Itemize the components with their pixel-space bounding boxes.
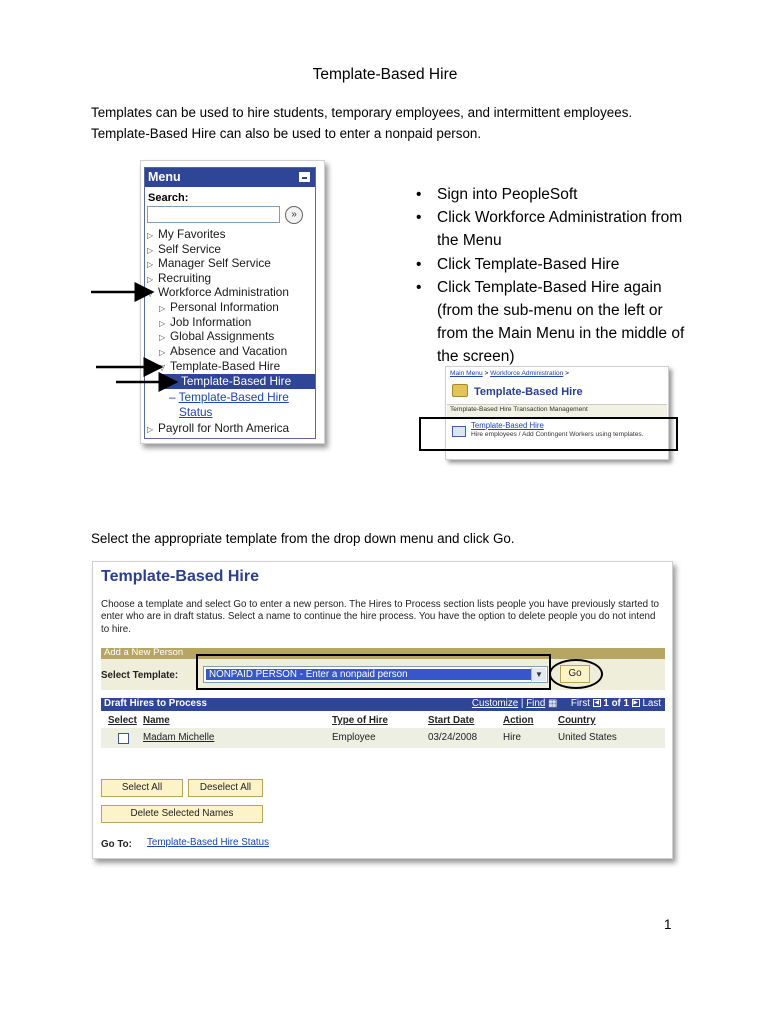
intro-line-2: Template-Based Hire can also be used to enter a nonpaid person. bbox=[91, 126, 482, 141]
menu-item-template-based-hire[interactable]: ▽ Template-Based Hire bbox=[159, 359, 281, 373]
small-subtitle: Template-Based Hire Transaction Management bbox=[450, 406, 588, 413]
expand-triangle-icon: ▷ bbox=[159, 319, 166, 328]
instruction-item: • Click Workforce Administration from the Menu bbox=[406, 206, 696, 252]
last-link[interactable]: Last bbox=[642, 698, 661, 709]
page-title: Template-Based Hire bbox=[101, 568, 259, 585]
search-go-icon[interactable]: » bbox=[285, 206, 303, 224]
column-header-country[interactable]: Country bbox=[558, 715, 596, 726]
select-all-button[interactable]: Select All bbox=[101, 779, 183, 797]
next-icon[interactable]: ▶ bbox=[633, 700, 639, 707]
column-header-action[interactable]: Action bbox=[503, 715, 534, 726]
menu-item-workforce-administration[interactable]: ▽ Workforce Administration bbox=[147, 285, 289, 299]
column-header-type-of-hire[interactable]: Type of Hire bbox=[332, 715, 388, 726]
column-header-select[interactable]: Select bbox=[108, 715, 137, 726]
intro-line-1: Templates can be used to hire students, temporary employees, and intermittent employees. bbox=[91, 105, 633, 120]
find-link[interactable]: Find bbox=[526, 698, 546, 709]
menu-item-status-continuation[interactable]: Status bbox=[179, 405, 213, 419]
small-page-title: Template-Based Hire bbox=[474, 386, 583, 398]
instruction-item: • Sign into PeopleSoft bbox=[406, 183, 696, 206]
instruction-item: • Click Template-Based Hire bbox=[406, 253, 696, 276]
expand-triangle-icon: ▷ bbox=[147, 260, 154, 269]
menu-header-label: Menu bbox=[148, 170, 181, 184]
expand-triangle-icon: ▷ bbox=[159, 304, 166, 313]
menu-item-manager-self-service[interactable]: ▷ Manager Self Service bbox=[147, 256, 271, 270]
deselect-all-button[interactable]: Deselect All bbox=[188, 779, 263, 797]
link-description: Hire employees / Add Contingent Workers using templates. bbox=[471, 431, 644, 438]
menu-subitem-global-assignments[interactable]: ▷ Global Assignments bbox=[159, 329, 275, 343]
menu-item-template-based-hire-selected[interactable]: Template-Based Hire bbox=[159, 374, 315, 389]
country-cell: United States bbox=[558, 732, 617, 743]
page-description: Choose a template and select Go to enter a new person. The Hires to Process section lists people you have previously started to enter who are in draft status. Select a name to continue the hire process. You have the option to delete people you do not intend to hire. bbox=[101, 599, 660, 635]
column-header-start-date[interactable]: Start Date bbox=[428, 715, 475, 726]
menu-subitem-personal-information[interactable]: ▷ Personal Information bbox=[159, 300, 279, 314]
chevron-down-icon[interactable]: ▼ bbox=[531, 668, 546, 681]
menu-item-my-favorites[interactable]: ▷ My Favorites bbox=[147, 227, 226, 241]
menu-subitem-absence-and-vacation[interactable]: ▷ Absence and Vacation bbox=[159, 344, 288, 358]
first-link[interactable]: First bbox=[570, 698, 590, 709]
menu-item-payroll[interactable]: ▷ Payroll for North America bbox=[147, 421, 290, 435]
page-number: 1 bbox=[664, 917, 672, 932]
template-based-hire-link[interactable]: Template-Based Hire bbox=[471, 421, 544, 430]
document-title: Template-Based Hire bbox=[312, 66, 458, 83]
pagination-text: 1 of 1 bbox=[603, 698, 629, 709]
draft-hires-header: Draft Hires to Process Customize | Find ▦ First ◀ 1 of 1 ▶ Last bbox=[101, 698, 665, 711]
action-cell: Hire bbox=[503, 732, 521, 743]
go-button[interactable]: Go bbox=[560, 665, 590, 683]
expand-triangle-icon: ▷ bbox=[147, 231, 154, 240]
search-label: Search: bbox=[148, 192, 189, 204]
menu-item-template-based-hire-status[interactable]: – Template-Based Hire bbox=[169, 390, 289, 404]
customize-link[interactable]: Customize bbox=[471, 698, 519, 709]
start-date-cell: 03/24/2008 bbox=[428, 732, 478, 743]
previous-icon[interactable]: ◀ bbox=[594, 700, 599, 707]
add-new-person-header: Add a New Person bbox=[101, 648, 665, 659]
name-link[interactable]: Madam Michelle bbox=[143, 732, 215, 743]
instruction-item: • Click Template-Based Hire again (from the sub-menu on the left or from the Main Menu in the middle of the screen) bbox=[406, 276, 696, 369]
template-based-hire-status-link[interactable]: Template-Based Hire Status bbox=[147, 837, 269, 848]
template-select-value: NONPAID PERSON - Enter a nonpaid person bbox=[206, 669, 531, 680]
expand-triangle-icon: ▷ bbox=[147, 275, 154, 284]
grid-navigation: Customize | Find ▦ First ◀ 1 of 1 ▶ Last bbox=[471, 698, 661, 709]
expand-triangle-icon: ▽ bbox=[147, 289, 154, 298]
go-to-label: Go To: bbox=[101, 839, 132, 850]
collapse-triangle-icon: ▽ bbox=[159, 363, 166, 372]
menu-item-self-service[interactable]: ▷ Self Service bbox=[147, 242, 221, 256]
step-2-text: Select the appropriate template from the drop down menu and click Go. bbox=[91, 531, 515, 546]
expand-triangle-icon: ▷ bbox=[147, 425, 154, 434]
delete-selected-names-button[interactable]: Delete Selected Names bbox=[101, 805, 263, 823]
select-template-label: Select Template: bbox=[101, 670, 179, 681]
menu-item-recruiting[interactable]: ▷ Recruiting bbox=[147, 271, 212, 285]
expand-triangle-icon: ▷ bbox=[159, 333, 166, 342]
grid-icon[interactable]: ▦ bbox=[548, 698, 558, 709]
expand-triangle-icon: ▷ bbox=[147, 246, 154, 255]
type-of-hire-cell: Employee bbox=[332, 732, 376, 743]
column-header-name[interactable]: Name bbox=[143, 715, 170, 726]
breadcrumb: Main Menu > Workforce Administration > bbox=[450, 370, 569, 377]
menu-subitem-job-information[interactable]: ▷ Job Information bbox=[159, 315, 252, 329]
expand-triangle-icon: ▷ bbox=[159, 348, 166, 357]
